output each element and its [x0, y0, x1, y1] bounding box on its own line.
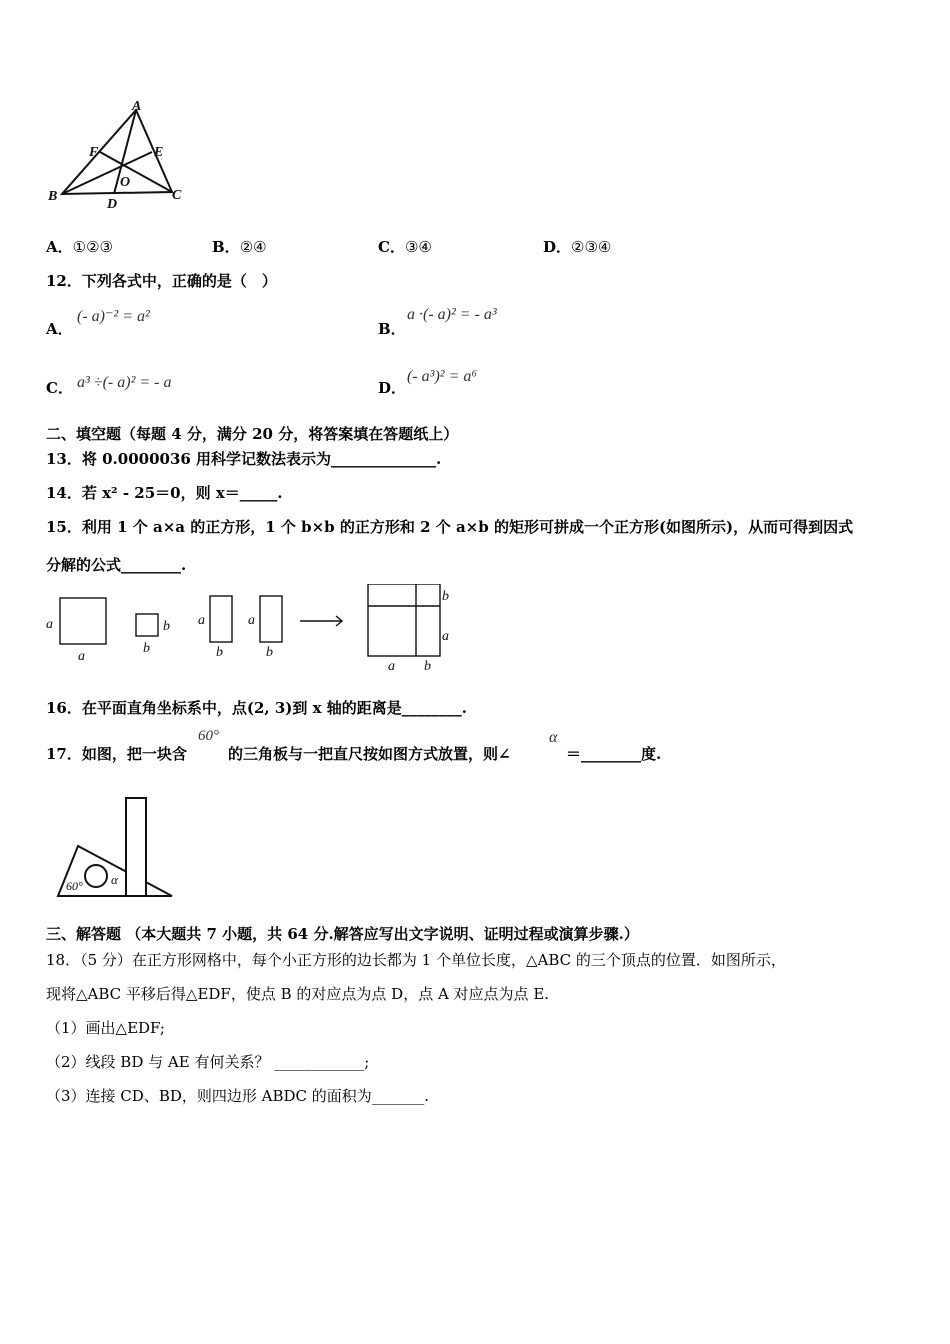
label-e: E — [154, 145, 164, 160]
q12-option-a-expr: (- a)⁻² = a² — [77, 308, 150, 325]
section-2-heading: 二、填空题（每题 4 分，满分 20 分，将答案填在答题纸上） — [46, 425, 459, 443]
label-a: a — [46, 617, 53, 632]
label-o: O — [120, 175, 131, 190]
triangle-figure — [44, 100, 194, 212]
square-a — [60, 598, 106, 644]
rect-ab-2 — [260, 596, 282, 642]
q12-option-c-expr: a³ ÷(- a)² = - a — [77, 374, 172, 391]
square-b — [136, 614, 158, 636]
figure-angle-label: 60° — [66, 879, 83, 893]
q16: 16．在平面直角坐标系中，点(2, 3)到 x 轴的距离是________. — [46, 699, 467, 717]
q18-part3: （3）连接 CD、BD，则四边形 ABDC 的面积为_______. — [46, 1087, 430, 1105]
label-b: B — [48, 189, 58, 204]
q14: 14．若 x² - 25＝0，则 x＝_____. — [46, 484, 283, 502]
q12-option-a-letter: A． — [46, 320, 73, 338]
label-a: A — [132, 100, 142, 114]
q17-mid: 的三角板与一把直尺按如图方式放置，则∠ — [228, 745, 511, 763]
q11-option-c: C．③④ — [378, 238, 432, 256]
label-a: a — [388, 659, 395, 674]
q12-option-c-letter: C． — [46, 379, 73, 397]
q17-pre: 17．如图，把一块含 — [46, 745, 187, 763]
q12-option-d-expr: (- a³)² = a⁶ — [407, 368, 477, 385]
triangle-ruler-figure — [52, 794, 180, 900]
label-b: b — [442, 589, 449, 604]
q17-post: ＝________度. — [566, 745, 662, 763]
label-b: b — [424, 659, 431, 674]
q18-part2: （2）线段 BD 与 AE 有何关系？ ____________; — [46, 1053, 370, 1071]
q11-option-d: D．②③④ — [543, 238, 612, 256]
q15-line2: 分解的公式________. — [46, 556, 187, 574]
set-square-hole — [85, 865, 107, 887]
ruler — [126, 798, 146, 896]
label-a: a — [78, 649, 85, 664]
label-c: C — [172, 188, 182, 203]
label-a: a — [442, 629, 449, 644]
rect-ab-1 — [210, 596, 232, 642]
q12-stem: 12．下列各式中，正确的是（ ） — [46, 272, 277, 290]
q18-line1: 18．（5 分）在正方形网格中，每个小正方形的边长都为 1 个单位长度，△ABC 的三个顶点的位置．如图所示， — [46, 951, 786, 969]
q12-option-d-letter: D． — [378, 379, 407, 397]
label-b: b — [216, 645, 223, 660]
label-b: b — [266, 645, 273, 660]
q12-option-b-letter: B． — [378, 320, 406, 338]
big-square — [368, 584, 440, 656]
q18-part1: （1）画出△EDF; — [46, 1019, 165, 1037]
section-3-heading: 三、解答题 （本大题共 7 小题，共 64 分.解答应写出文字说明、证明过程或演算步骤.） — [46, 925, 639, 943]
label-a: a — [198, 613, 205, 628]
label-a: a — [248, 613, 255, 628]
q15-line1: 15．利用 1 个 a×a 的正方形，1 个 b×b 的正方形和 2 个 a×b 的矩形可拼成一个正方形(如图所示)，从而可得到因式 — [46, 518, 854, 536]
q12-option-b-expr: a ·(- a)² = - a³ — [407, 306, 497, 323]
q18-line2: 现将△ABC 平移后得△EDF，使点 B 的对应点为点 D，点 A 对应点为点 E. — [46, 985, 550, 1003]
label-d: D — [107, 197, 118, 212]
label-f: F — [89, 145, 99, 160]
q17-alpha: α — [549, 729, 558, 746]
squares-figure — [40, 584, 460, 676]
figure-alpha-label: α — [111, 872, 118, 887]
q11-option-b: B．②④ — [212, 238, 267, 256]
label-b: b — [163, 619, 170, 634]
label-b: b — [143, 641, 150, 656]
q17-angle: 60° — [198, 728, 219, 744]
q13: 13．将 0.0000036 用科学记数法表示为______________. — [46, 450, 442, 468]
q11-option-a: A．①②③ — [46, 238, 113, 256]
